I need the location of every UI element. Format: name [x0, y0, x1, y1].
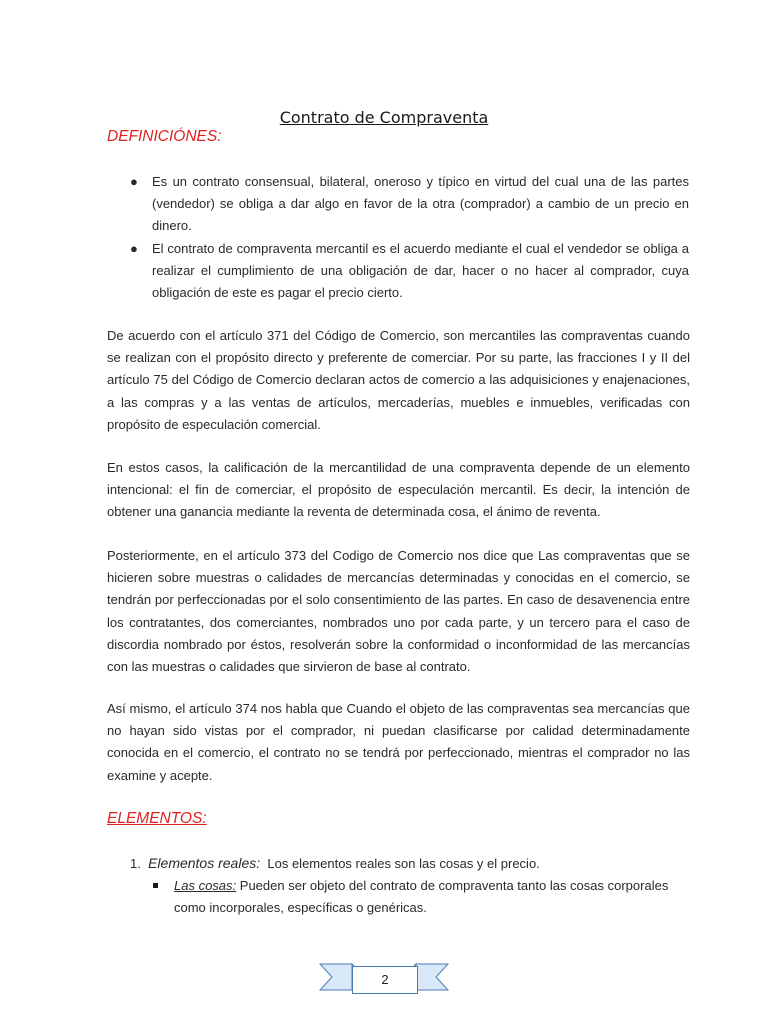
list-item: [0, 171, 689, 238]
paragraph-articulo-371: De acuerdo con el artículo 371 del Código de Comercio, son mercantiles las compraventas cuando se realizan con el propósito directo y preferente de comerciar. Por su parte, las fracciones I y II del artículo 75 del Código de Comercio declaran actos de comercio a las adquisiciones y enajenaciones, a las compras y a las ventas de artículos, mercaderías, muebles e inmuebles, verificadas con propósito de especulación comercial.: [107, 328, 690, 432]
bullet-icon: ●: [130, 240, 138, 256]
sub-item-label: Las cosas:: [174, 878, 237, 893]
paragraph-articulo-374: Así mismo, el artículo 374 nos habla que Cuando el objeto de las compraventas sea mercancías que no hayan sido vistas por el comprador, ni puedan clasificarse por calidad determinadamente conocida en el comercio, el contrato no se tendrá por perfeccionado, mientras el comprador no las examine y acepte.: [107, 701, 690, 783]
definiciones-heading: DEFINICIÓNES:: [107, 128, 222, 145]
sub-item-text: Pueden ser objeto del contrato de compraventa tanto las cosas corporales como incorporales, específicas o genéricas.: [174, 878, 669, 916]
paragraph-calificacion: En estos casos, la calificación de la mercantilidad de una compraventa depende de un elemento intencional: el fin de comerciar, el propósito de especulación mercantil. Es decir, la intención de obtener una ganancia mediante la reventa de determinada cosa, el ánimo de reventa.: [107, 460, 690, 520]
square-bullet-icon: [153, 883, 158, 888]
list-item-text: Es un contrato consensual, bilateral, oneroso y típico en virtud del cual una de las partes (vendedor) se obliga a dar algo en favor de la otra (comprador) a cambio de un precio en dinero.: [152, 174, 689, 234]
list-item: [0, 238, 689, 305]
item-number: 1.: [130, 856, 141, 871]
item-text: Los elementos reales son las cosas y el precio.: [267, 856, 540, 871]
definitions-list: [0, 171, 768, 304]
bullet-icon: ●: [130, 174, 138, 189]
sub-list-item: [152, 875, 689, 919]
page-footer: [318, 958, 450, 998]
numbered-item: [130, 852, 540, 875]
page-title: Contrato de Compraventa: [279, 108, 489, 127]
elementos-heading: ELEMENTOS:: [107, 810, 207, 827]
item-title: Elementos reales:: [148, 855, 261, 871]
page-number: 2: [352, 966, 418, 994]
list-item-text: El contrato de compraventa mercantil es el acuerdo mediante el cual el vendedor se obliga a realizar el cumplimiento de una obligación de dar, hacer o no hacer al comprador, cuya obligación de este es pagar el precio cierto.: [152, 240, 689, 301]
paragraph-articulo-373: Posteriormente, en el artículo 373 del Codigo de Comercio nos dice que Las compraventas que se hicieren sobre muestras o calidades de mercancías determinadas y conocidas en el comercio, se tendrán por perfeccionadas por el solo consentimiento de las partes. En caso de desavenencia entre los contratantes, dos comerciantes, nombrados uno por cada parte, y un tercero para el caso de discordia nombrado por éstos, resolverán sobre la conformidad o inconformidad de las mercancías con las muestras o calidades que sirvieron de base al contrato.: [107, 548, 690, 675]
